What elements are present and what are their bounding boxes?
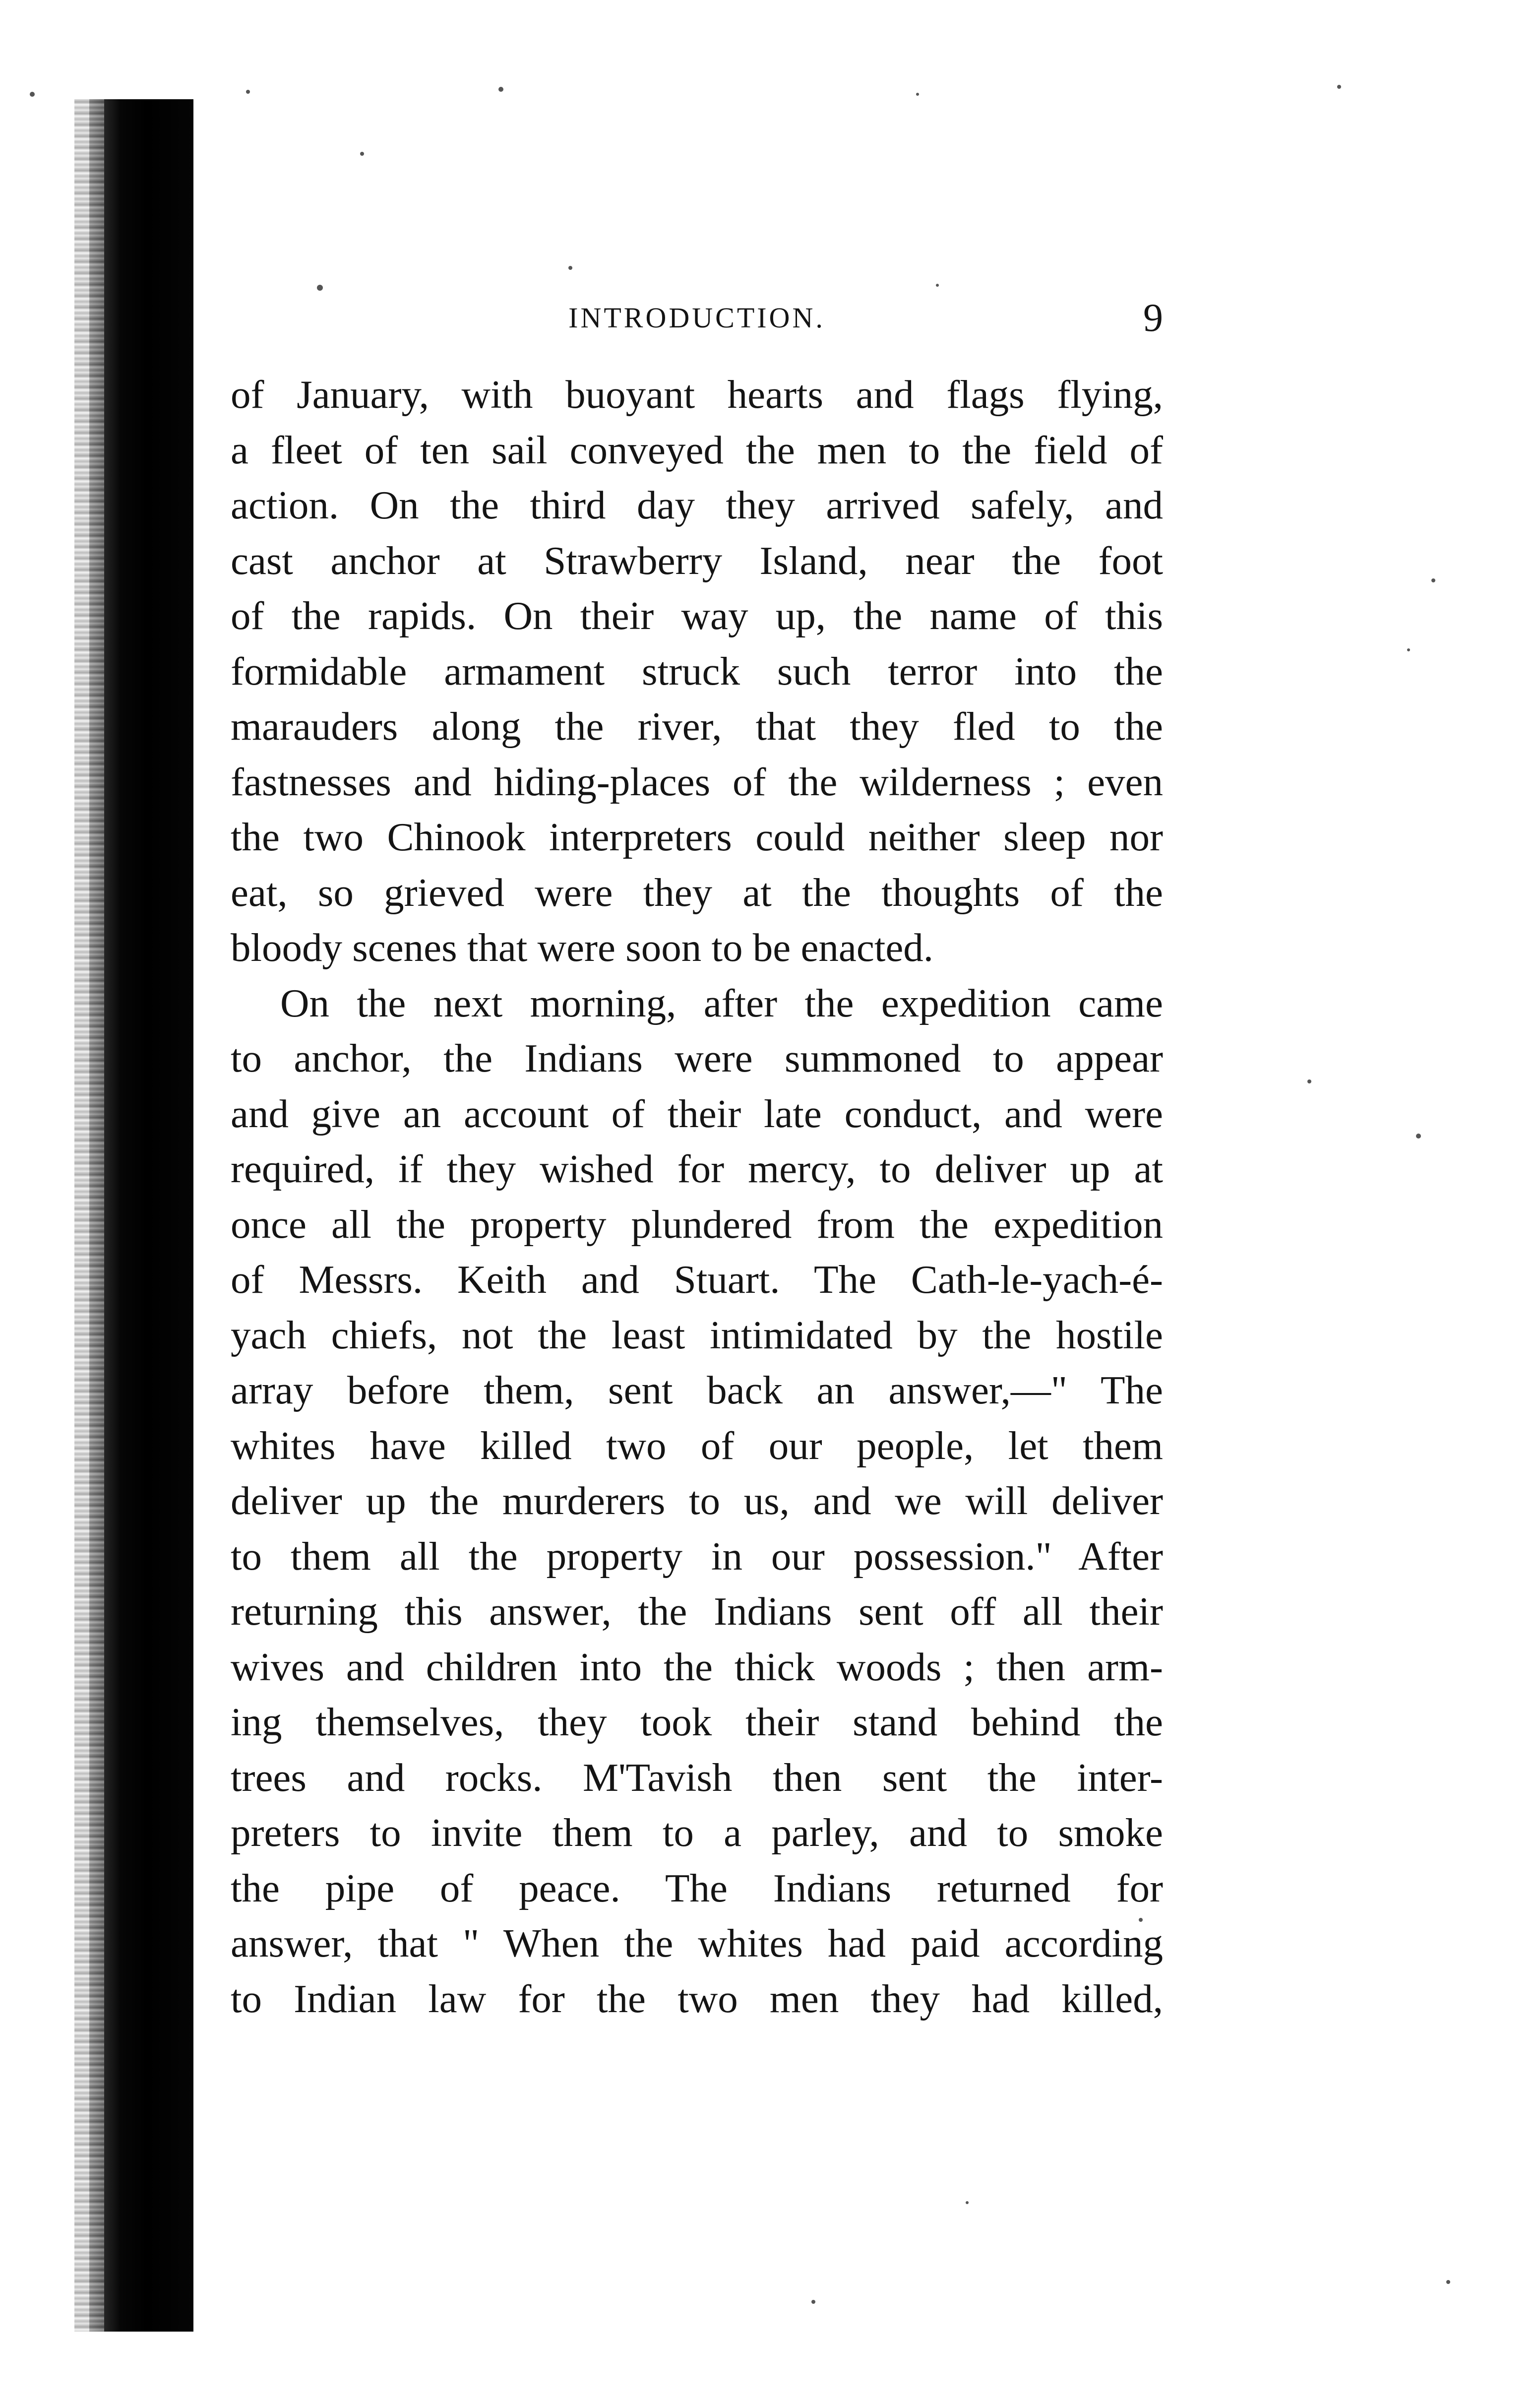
text-line: On the next morning, after the expedition came [280, 980, 1163, 1025]
text-line: of the rapids. On their way up, the name of this [231, 593, 1163, 638]
text-line: whites have killed two of our people, let them [231, 1423, 1163, 1468]
text-line: to Indian law for the two men they had killed, [231, 1976, 1163, 2021]
running-head: INTRODUCTION. [568, 302, 825, 334]
text-line: formidable armament struck such terror into the [231, 648, 1163, 694]
text-line: returning this answer, the Indians sent off all their [231, 1589, 1163, 1634]
text-line: a fleet of ten sail conveyed the men to the field of [231, 427, 1163, 472]
text-line: once all the property plundered from the expedition [231, 1202, 1163, 1247]
text-line: yach chiefs, not the least intimidated by the hostile [231, 1312, 1163, 1357]
paragraph-1 [231, 367, 1163, 976]
text-line: to anchor, the Indians were summoned to appear [231, 1036, 1163, 1080]
text-line: fastnesses and hiding-places of the wilderness ; even [231, 759, 1163, 804]
text-line: and give an account of their late conduct, and were [231, 1091, 1163, 1136]
text-line: eat, so grieved were they at the thoughts of the [231, 870, 1163, 915]
text-line: bloody scenes that were soon to be enacted. [231, 925, 934, 970]
text-line: marauders along the river, that they fled to the [231, 704, 1163, 749]
text-line: required, if they wished for mercy, to deliver up at [231, 1146, 1163, 1191]
text-line: wives and children into the thick woods ; then arm- [231, 1644, 1163, 1689]
body-text [231, 367, 1163, 2027]
text-line: cast anchor at Strawberry Island, near the foot [231, 538, 1163, 583]
text-line: ing themselves, they took their stand behind the [231, 1700, 1163, 1744]
text-line: answer, that " When the whites had paid according [231, 1921, 1163, 1965]
text-line: action. On the third day they arrived safely, and [231, 483, 1163, 527]
text-line: trees and rocks. M'Tavish then sent the inter- [231, 1755, 1163, 1800]
text-line: array before them, sent back an answer,—" The [231, 1368, 1163, 1412]
text-line: preters to invite them to a parley, and to smoke [231, 1810, 1163, 1855]
paragraph-2 [231, 976, 1163, 2027]
text-line: of Messrs. Keith and Stuart. The Cath-le-yach-é- [231, 1257, 1163, 1302]
text-line: the two Chinook interpreters could neither sleep nor [231, 815, 1163, 859]
text-line: deliver up the murderers to us, and we will deliver [231, 1478, 1163, 1523]
page-number: 9 [1143, 296, 1163, 340]
page-header [231, 296, 1163, 340]
text-line: the pipe of peace. The Indians returned for [231, 1865, 1163, 1910]
text-line: of January, with buoyant hearts and flags flying, [231, 372, 1163, 417]
text-line: to them all the property in our possession." After [231, 1533, 1163, 1579]
